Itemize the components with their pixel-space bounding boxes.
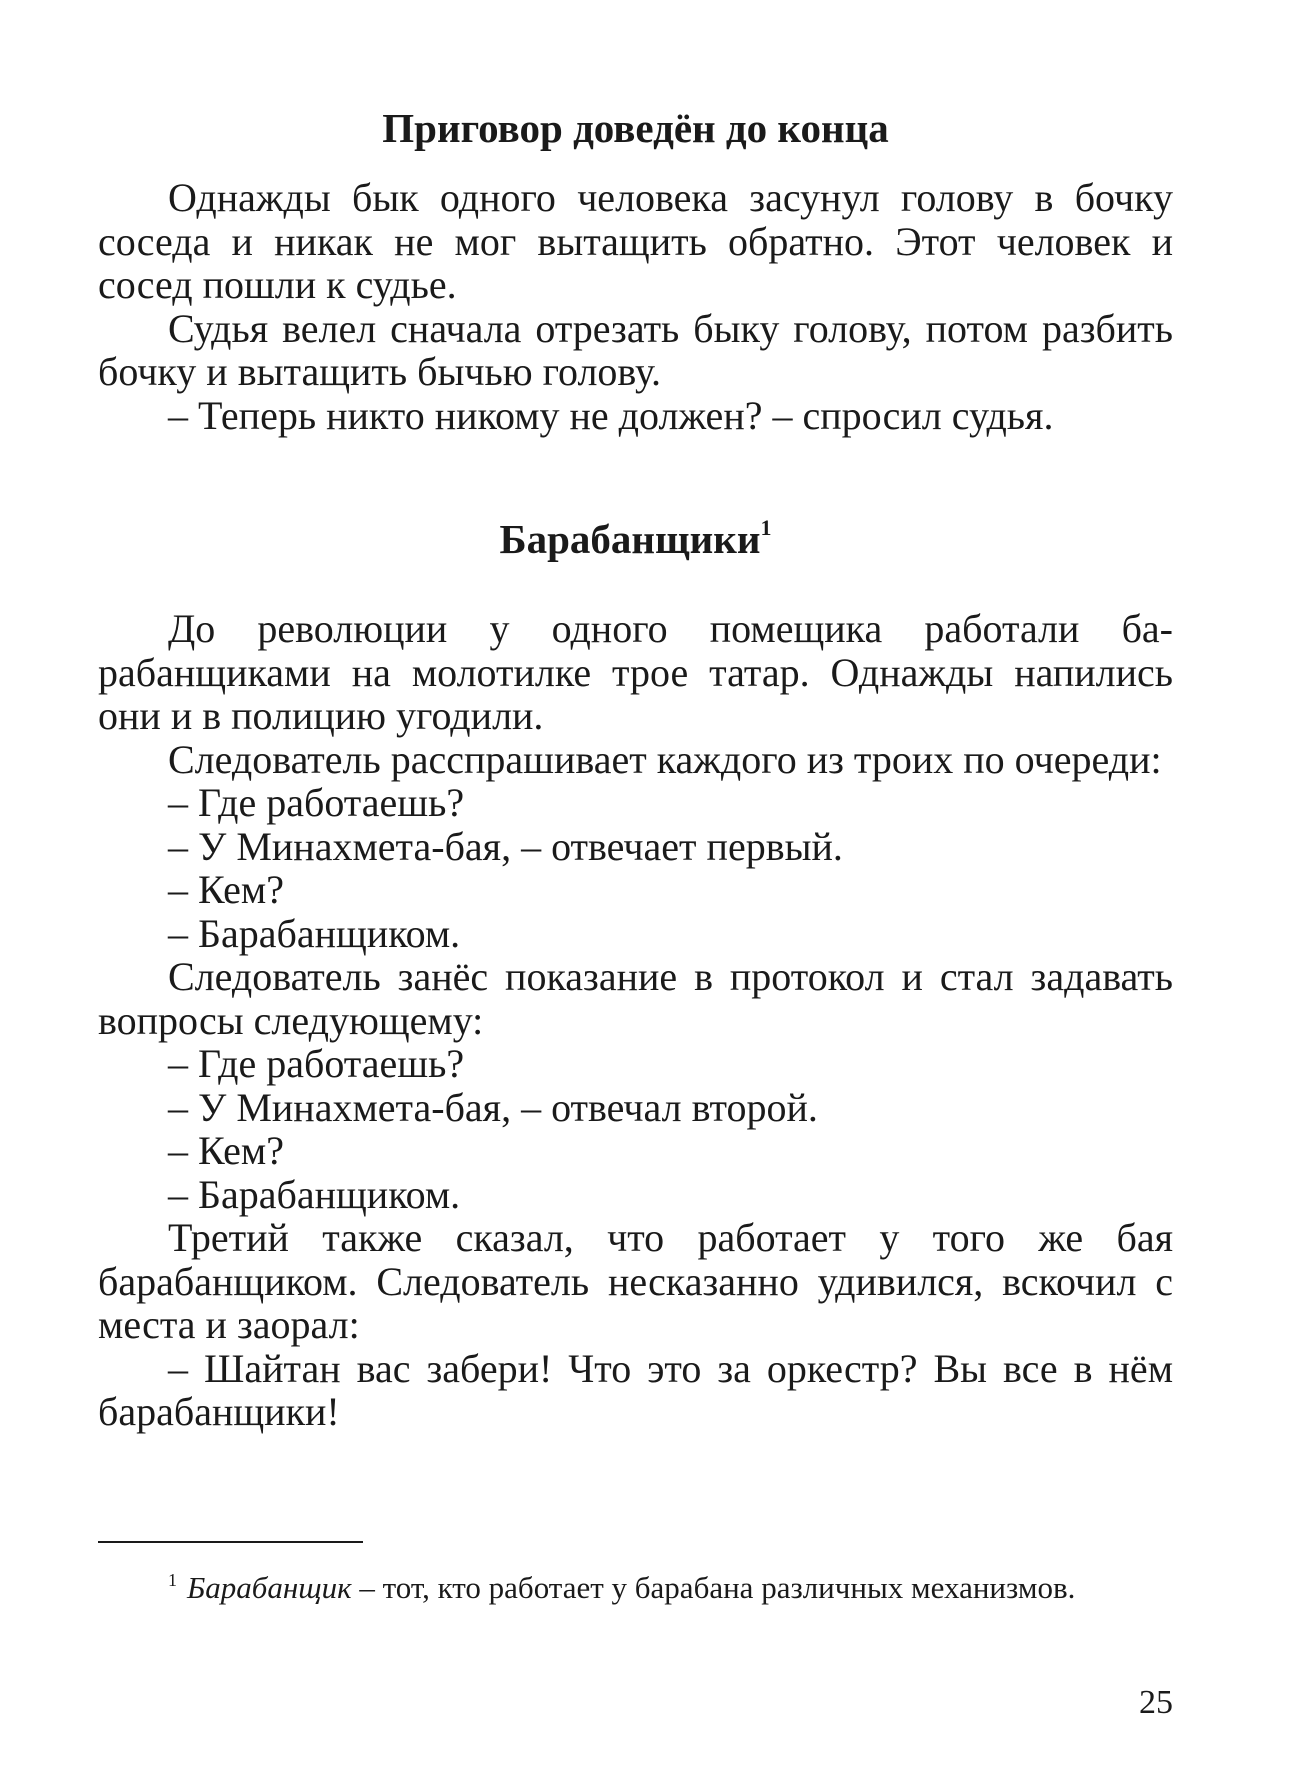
footnote-reference[interactable]: 1 [760, 515, 772, 540]
footnote [98, 1570, 1173, 1606]
story-title-text: Барабанщики [499, 516, 761, 562]
story-verdict-body [98, 176, 1173, 437]
dialog-line: – У Минахмета-бая, – отвечает первый. [168, 823, 843, 869]
paragraph: Однажды бык одного человека засунул голову в бочку соседа и никак не мог вытащить обратно. Этот человек и сосед пошли к судье. [98, 175, 1173, 307]
paragraph: – Шайтан вас забери! Что это за оркестр? Вы все в нём барабанщики! [98, 1345, 1173, 1434]
dialog-line: – Кем? [168, 1128, 284, 1173]
dialog-line: – Где работаешь? [168, 780, 465, 825]
dialog-line: – Где работаешь? [168, 1041, 465, 1086]
dialog-line: – У Минахмета-бая, – отвечал второй. [168, 1084, 818, 1130]
story-title-drummers [98, 515, 1173, 563]
footnote-marker: 1 [168, 1570, 177, 1590]
footnote-divider [98, 1541, 363, 1543]
paragraph: Судья велел сначала отрезать быку голову, потом разбить бочку и вытащить бычью голову. [98, 305, 1173, 394]
story-title-verdict [98, 104, 1173, 152]
paragraph: До революции у одного помещика работали барабанщиками на молотилке трое татар. Однажды напились они и в полицию угодили. [98, 606, 1173, 738]
dialog-line: – Кем? [168, 867, 284, 912]
dialog-line: – Барабанщиком. [168, 1171, 461, 1217]
paragraph: – Теперь никто никому не должен? – спросил судья. [168, 392, 1054, 438]
footnote-definition: – тот, кто работает у барабана различных механизмов. [351, 1570, 1076, 1605]
paragraph: Следователь занёс показание в протокол и стал задавать вопросы следующему: [98, 954, 1173, 1043]
paragraph: Третий также сказал, что работает у того же бая барабанщиком. Следователь несказанно удивился, вскочил с места и заорал: [98, 1215, 1173, 1347]
footnote-term: Барабанщик [187, 1570, 352, 1605]
dialog-line: – Барабанщиком. [168, 910, 461, 956]
paragraph: Следователь расспрашивает каждого из троих по очереди: [168, 736, 1162, 782]
page-number: 25 [1139, 1684, 1173, 1721]
story-drummers-body [98, 607, 1173, 1434]
story-title-text: Приговор доведён до конца [382, 105, 889, 151]
